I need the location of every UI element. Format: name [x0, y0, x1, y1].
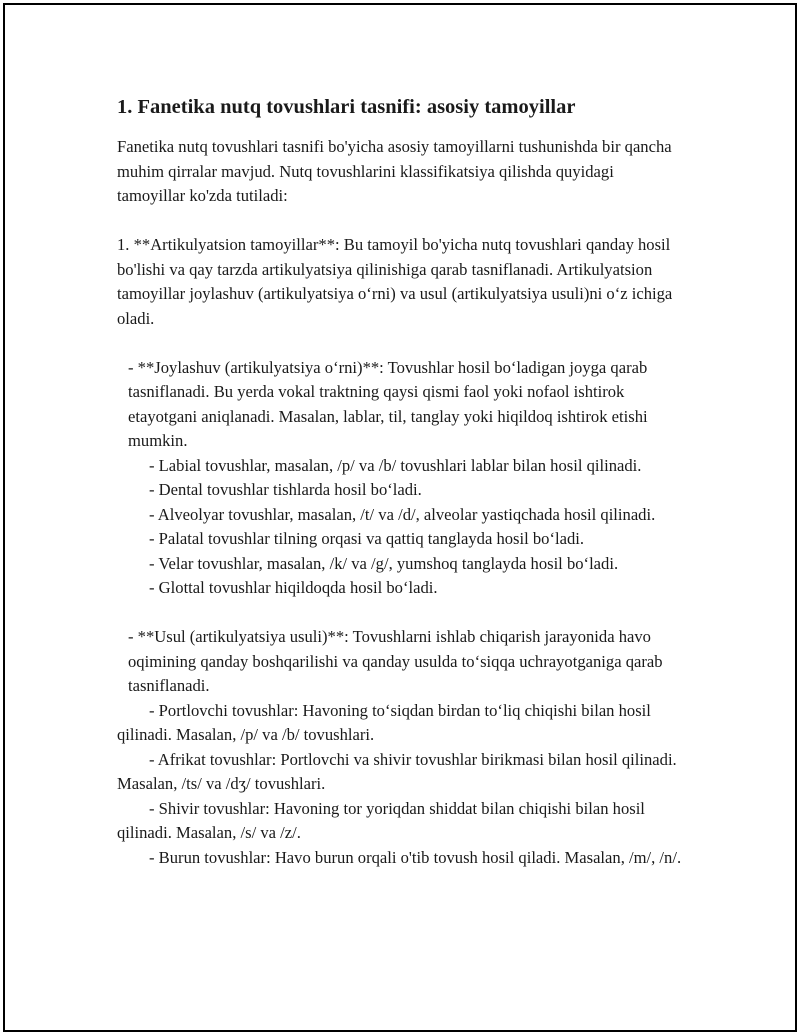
list-item-plosive: - Portlovchi tovushlar: Havoning to‘siqdan birdan to‘liq chiqishi bilan hosil qilinadi. Masalan, /p/ va /b/ tovushlari.	[117, 700, 651, 744]
list-item-glottal: - Glottal tovushlar hiqildoqda hosil bo‘ladi.	[149, 578, 438, 597]
list-item-affricate: - Afrikat tovushlar: Portlovchi va shivir tovushlar birikmasi bilan hosil qilinadi. Masalan, /ts/ va /dʒ/ tovushlari.	[117, 749, 677, 793]
list-item-alveolar: - Alveolyar tovushlar, masalan, /t/ va /d/, alveolar yastiqchada hosil qilinadi.	[149, 504, 656, 524]
list-item-palatal: - Palatal tovushlar tilning orqasi va qattiq tanglayda hosil bo‘ladi.	[149, 529, 585, 548]
list-item-dental: - Dental tovushlar tishlarda hosil bo‘ladi.	[149, 480, 422, 499]
manner-of-articulation-heading: - **Usul (artikulyatsiya usuli)**: Tovushlarni ishlab chiqarish jarayonida havo oqimining qanday boshqarilishi va qanday usulda to‘siqqa uchrayotganiga qarab tasniflanadi.	[128, 627, 663, 695]
articulatory-principles-paragraph: 1. **Artikulyatsion tamoyillar**: Bu tamoyil bo'yicha nutq tovushlari qanday hosil bo'lishi va qay tarzda artikulyatsiya qilinishiga qarab tasniflanadi. Artikulyatsion tamoyillar joylashuv (artikulyatsiya o‘rni) va usul (artikulyatsiya usuli)ni o‘z ichiga oladi.	[117, 235, 673, 328]
document-body	[117, 93, 682, 870]
list-item-fricative: - Shivir tovushlar: Havoning tor yoriqdan shiddat bilan chiqishi bilan hosil qilinadi. Masalan, /s/ va /z/.	[117, 798, 645, 842]
intro-paragraph: Fanetika nutq tovushlari tasnifi bo'yicha asosiy tamoyillarni tushunishda bir qancha muhim qirralar mavjud. Nutq tovushlarini klassifikatsiya qilishda quyidagi tamoyillar ko'zda tutiladi:	[117, 137, 672, 205]
list-item-labial: - Labial tovushlar, masalan, /p/ va /b/ tovushlari lablar bilan hosil qilinadi.	[149, 455, 642, 475]
paragraph-gap	[117, 331, 682, 356]
paragraph-gap	[117, 601, 682, 626]
list-item-velar: - Velar tovushlar, masalan, /k/ va /g/, yumshoq tanglayda hosil bo‘ladi.	[149, 553, 619, 573]
list-item-nasal: - Burun tovushlar: Havo burun orqali o'tib tovush hosil qiladi. Masalan, /m/, /n/.	[149, 847, 682, 867]
paragraph-gap	[117, 209, 682, 234]
place-of-articulation-heading: - **Joylashuv (artikulyatsiya o‘rni)**: Tovushlar hosil bo‘ladigan joyga qarab tasniflanadi. Bu yerda vokal traktning qaysi qismi faol yoki nofaol ishtirok etayotgani aniqlanadi. Masalan, lablar, til, tanglay yoki hiqildoq ishtirok etishi mumkin.	[128, 357, 648, 450]
document-title: 1. Fanetika nutq tovushlari tasnifi: asosiy tamoyillar	[117, 96, 576, 118]
